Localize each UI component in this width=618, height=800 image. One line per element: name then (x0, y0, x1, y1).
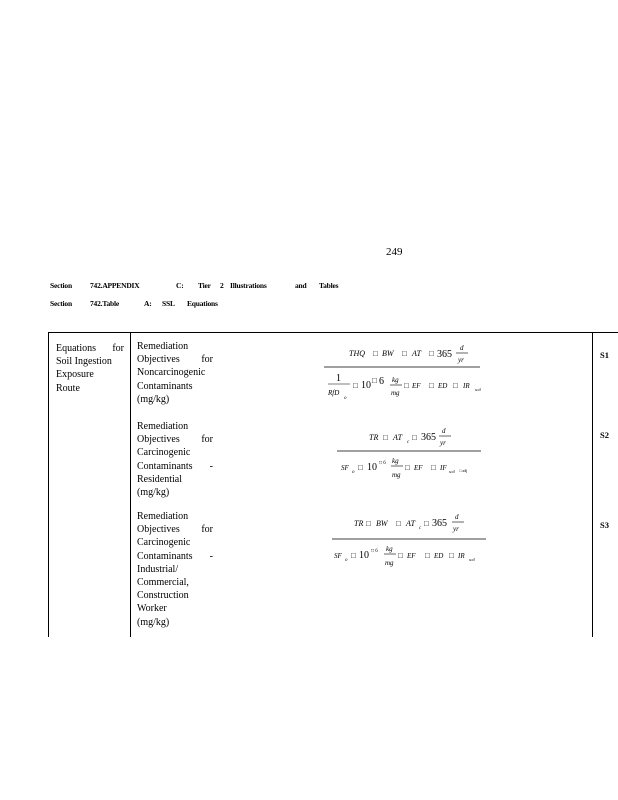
table-col-divider (592, 332, 593, 637)
eq-term: □ 6 (379, 461, 386, 466)
desc-line: Industrial/ (137, 563, 179, 575)
eq-term: 10 (361, 380, 371, 391)
route-line: Exposure (56, 369, 94, 381)
header-word: C: (176, 281, 184, 290)
eq-term: o (352, 470, 355, 475)
desc-line: Contaminants (137, 380, 193, 392)
equation-s1 (318, 340, 488, 400)
desc-line: Worker (137, 603, 167, 615)
op-glyph: □ (353, 381, 358, 390)
header-word: Tier (198, 281, 211, 290)
eq-term: THQ (349, 349, 366, 358)
op-glyph: □ (396, 519, 401, 528)
equation-s3 (330, 512, 490, 572)
equation-id-s1: S1 (600, 350, 609, 360)
desc-line: (mg/kg) (137, 616, 170, 628)
eq-term: TR (369, 433, 379, 442)
eq-term: ED (438, 382, 448, 390)
route-word: for (112, 343, 124, 354)
route-word: Equations (56, 343, 96, 354)
table-col-divider (130, 332, 131, 637)
eq-term: EF (414, 464, 423, 472)
eq-term: o (344, 396, 347, 401)
eq-term: EF (407, 552, 416, 560)
desc-word: Contaminants (137, 460, 193, 472)
eq-term: 365 (432, 518, 447, 529)
op-glyph: □ (412, 433, 417, 442)
header-word: 2 (220, 281, 224, 290)
eq-term: EF (412, 382, 421, 390)
eq-term: 10 (367, 462, 377, 473)
op-glyph: □ (373, 349, 378, 358)
desc-word: for (201, 434, 213, 446)
eq-term: BW (382, 349, 394, 358)
op-glyph: □ (431, 463, 436, 472)
eq-term: 365 (421, 432, 436, 443)
eq-term: TR (354, 519, 364, 528)
op-glyph: □ (449, 551, 454, 560)
desc-line: (mg/kg) (137, 393, 170, 405)
desc-word: Objectives (137, 524, 180, 536)
eq-term: SF (341, 464, 349, 472)
op-glyph: □ (424, 519, 429, 528)
op-glyph: □ (383, 433, 388, 442)
op-glyph: □ (453, 381, 458, 390)
route-line: Route (56, 382, 80, 394)
eq-term: soil (475, 387, 481, 392)
eq-term: o (345, 558, 348, 563)
eq-term: 10 (359, 550, 369, 561)
desc-line: Residential (137, 473, 182, 485)
op-glyph: □ (358, 463, 363, 472)
header-word: SSL (162, 299, 175, 308)
op-glyph: □ (366, 519, 371, 528)
table-left-border (48, 332, 49, 637)
row-s3-description (137, 510, 213, 629)
eq-term: yr (440, 439, 446, 447)
header-word: A: (144, 299, 152, 308)
desc-line: Carcinogenic (137, 537, 191, 549)
eq-term: mg (385, 559, 394, 567)
eq-term: IF (440, 464, 447, 472)
op-glyph: □ (429, 349, 434, 358)
page-number: 249 (386, 246, 403, 258)
desc-word: Objectives (137, 354, 180, 366)
op-glyph: □ (351, 551, 356, 560)
eq-term: d (442, 427, 446, 435)
eq-term: 6 (379, 376, 384, 387)
equation-s2 (335, 426, 485, 486)
desc-line: (mg/kg) (137, 487, 170, 499)
eq-term: SF (334, 552, 342, 560)
desc-line: Noncarcinogenic (137, 367, 206, 379)
header-word: and (295, 281, 307, 290)
eq-term: soil (469, 557, 475, 562)
op-glyph: □ (398, 551, 403, 560)
header-word: Equations (187, 299, 218, 308)
eq-term: IR (463, 382, 470, 390)
eq-term: 365 (437, 349, 452, 360)
route-cell (56, 342, 124, 395)
op-glyph: □ (404, 381, 409, 390)
header-word: 742.APPENDIX (90, 281, 140, 290)
desc-word: for (201, 354, 213, 366)
row-s1-description (137, 340, 213, 406)
op-glyph: □ (405, 463, 410, 472)
desc-line: Remediation (137, 511, 189, 522)
desc-word: - (209, 460, 213, 472)
op-glyph: □ (425, 551, 430, 560)
header-word: Section (50, 299, 72, 308)
eq-term: BW (376, 519, 388, 528)
desc-word: Contaminants (137, 550, 193, 562)
eq-term: kg (392, 376, 399, 384)
desc-word: for (201, 524, 213, 536)
eq-term: d (460, 344, 464, 352)
desc-line: Construction (137, 590, 189, 602)
eq-term: AT (406, 519, 416, 528)
eq-term: kg (392, 457, 399, 465)
eq-term: AT (412, 349, 422, 358)
eq-term: c (407, 440, 410, 445)
desc-line: Carcinogenic (137, 447, 191, 459)
eq-term: □ adj (459, 468, 468, 473)
eq-term: c (419, 526, 422, 531)
equation-id-s2: S2 (600, 430, 609, 440)
eq-term: kg (386, 545, 393, 553)
eq-term: AT (393, 433, 403, 442)
eq-term: □ 6 (371, 549, 378, 554)
desc-word: Objectives (137, 434, 180, 446)
eq-term: mg (392, 471, 401, 479)
op-glyph: □ (372, 376, 377, 385)
route-line: Soil Ingestion (56, 356, 112, 368)
eq-term: RfD (328, 389, 340, 397)
header-word: 742.Table (90, 299, 119, 308)
op-glyph: □ (429, 381, 434, 390)
eq-term: d (455, 513, 459, 521)
equation-id-s3: S3 (600, 520, 609, 530)
eq-term: mg (391, 389, 400, 397)
desc-line: Remediation (137, 421, 189, 432)
header-word: Section (50, 281, 72, 290)
eq-term: 1 (336, 373, 341, 384)
eq-term: ED (434, 552, 444, 560)
row-s2-description (137, 420, 213, 499)
desc-line: Remediation (137, 341, 189, 352)
eq-term: IR (458, 552, 465, 560)
eq-term: soil (449, 469, 455, 474)
op-glyph: □ (402, 349, 407, 358)
desc-line: Commercial, (137, 577, 189, 589)
header-word: Illustrations (230, 281, 267, 290)
eq-term: yr (453, 525, 459, 533)
table-top-border (48, 332, 618, 333)
desc-word: - (209, 550, 213, 562)
header-word: Tables (319, 281, 339, 290)
eq-term: yr (458, 356, 464, 364)
